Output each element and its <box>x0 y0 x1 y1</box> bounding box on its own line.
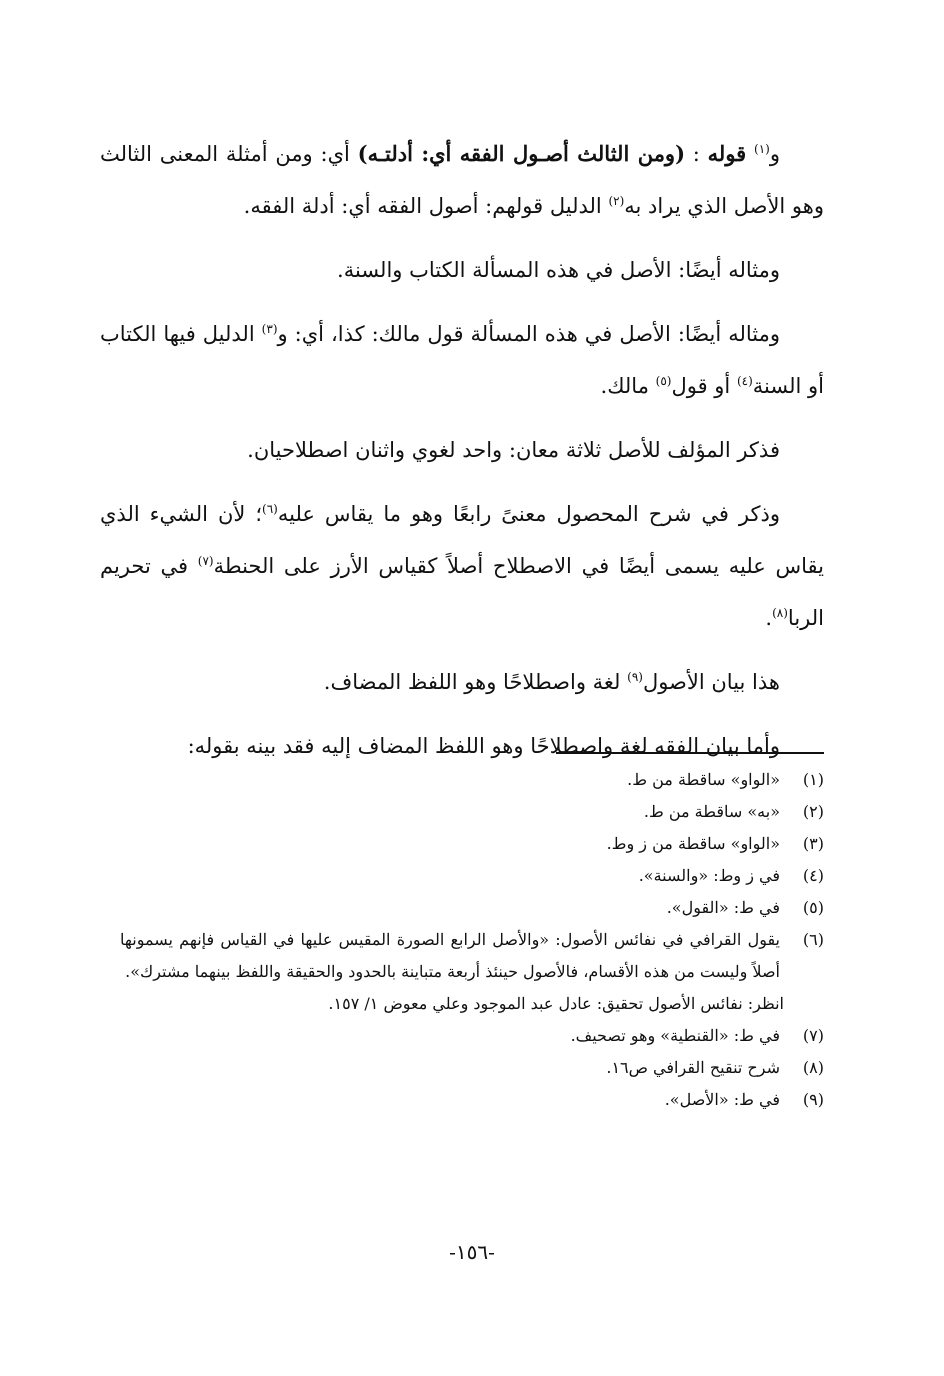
footnote-ref-9: (٩) <box>627 670 643 684</box>
footnote-number: (٢) <box>802 802 824 821</box>
footnote-item <box>120 764 824 796</box>
footnotes <box>120 764 824 1116</box>
footnote-text: «الواو» ساقطة من ز وط. <box>606 834 780 853</box>
paragraph-4: فذكر المؤلف للأصل ثلاثة معان: واحد لغوي واثنان اصطلاحيان. <box>247 438 780 462</box>
text-fragment: أي: ومن أمثلة المعنى الثالث وهو الأصل الذي يراد به <box>100 142 824 218</box>
footnote-text: «به» ساقطة من ط. <box>643 802 780 821</box>
footnote-number: (٣) <box>802 834 824 853</box>
text-fragment: هذا بيان الأصول <box>642 670 780 694</box>
footnote-item <box>120 924 824 988</box>
footnote-ref-7: (٧) <box>197 554 214 568</box>
footnote-ref-5: (٥) <box>655 374 672 388</box>
text-fragment: أو قول <box>671 374 737 398</box>
footnote-item <box>120 892 824 924</box>
footnote-text: شرح تنقيح القرافي ص١٦. <box>606 1058 780 1077</box>
footnote-number: (٥) <box>802 898 824 917</box>
text-fragment: الدليل فيها الكتاب أو السنة <box>100 322 824 398</box>
footnote-6-reference: انظر: نفائس الأصول تحقيق: عادل عبد الموجود وعلي معوض ١/ ١٥٧. <box>328 994 784 1013</box>
text-fragment: ؛ لأن الشيء الذي يقاس عليه يسمى أيضًا في الاصطلاح أصلاً كقياس الأرز على الحنطة <box>100 502 825 578</box>
footnote-number: (٨) <box>802 1058 824 1077</box>
footnote-ref-6: (٦) <box>262 502 278 516</box>
text-fragment: لغة واصطلاحًا وهو اللفظ المضاف. <box>323 670 628 694</box>
paragraph-6 <box>100 656 824 708</box>
text-fragment: ومثاله أيضًا: الأصل في هذه المسألة قول مالك: كذا، أي: و <box>277 322 780 346</box>
matn-quote: (ومن الثالث أصـول الفقه أي: أدلتـه) <box>357 141 686 166</box>
footnote-ref-1: (١) <box>754 142 770 156</box>
footnote-item <box>120 1084 824 1116</box>
text-fragment: مالك. <box>600 374 656 398</box>
page-number: -١٥٦- <box>449 1240 495 1264</box>
footnote-text: في ط: «القنطية» وهو تصحيف. <box>570 1026 780 1045</box>
footnote-item <box>120 1020 824 1052</box>
footnote-item <box>120 860 824 892</box>
footnote-item <box>120 796 824 828</box>
main-text <box>100 128 824 784</box>
footnote-ref-8: (٨) <box>772 606 788 620</box>
footnote-text: «الواو» ساقطة من ط. <box>627 770 780 789</box>
footnote-number: (١) <box>802 770 824 789</box>
footnote-text: في ط: «الأصل». <box>664 1090 780 1109</box>
footnote-item <box>120 828 824 860</box>
text-fragment: و <box>769 142 780 166</box>
footnote-text: في ز وط: «والسنة». <box>638 866 780 885</box>
footnote-ref-4: (٤) <box>736 374 753 388</box>
text-fragment: في تحريم الربا <box>100 554 824 630</box>
footnote-ref-2: (٢) <box>608 194 625 208</box>
footnote-text: يقول القرافي في نفائس الأصول: «والأصل الرابع الصورة المقيس عليها في القياس فإنهم يسمونها أصلاً وليست من هذه الأقسام، فالأصول حينئذ أربعة متباينة بالحدود والحقيقة واللفظ بينهما مشترك». <box>120 930 780 981</box>
footnote-divider <box>556 752 824 754</box>
footnote-number: (٩) <box>802 1090 824 1109</box>
paragraph-7: وأما بيان الفقه لغة واصطلاحًا وهو اللفظ المضاف إليه فقد بينه بقوله: <box>187 734 780 758</box>
paragraph-3 <box>100 308 824 412</box>
paragraph-2: ومثاله أيضًا: الأصل في هذه المسألة الكتاب والسنة. <box>337 258 780 282</box>
footnote-number: (٧) <box>802 1026 824 1045</box>
text-fragment: : <box>685 142 708 166</box>
footnote-number: (٤) <box>802 866 824 885</box>
text-fragment: . <box>765 606 773 630</box>
text-fragment: وذكر في شرح المحصول معنىً رابعًا وهو ما يقاس عليه <box>277 502 780 526</box>
footnote-text: في ط: «القول». <box>666 898 780 917</box>
keyword-qawluh: قوله <box>707 141 747 166</box>
text-fragment: الدليل قولهم: أصول الفقه أي: أدلة الفقه. <box>243 194 609 218</box>
paragraph-5 <box>100 488 824 644</box>
footnote-item <box>120 1052 824 1084</box>
footnote-ref-3: (٣) <box>261 322 278 336</box>
footnote-number: (٦) <box>802 930 824 949</box>
paragraph-1 <box>100 128 824 232</box>
